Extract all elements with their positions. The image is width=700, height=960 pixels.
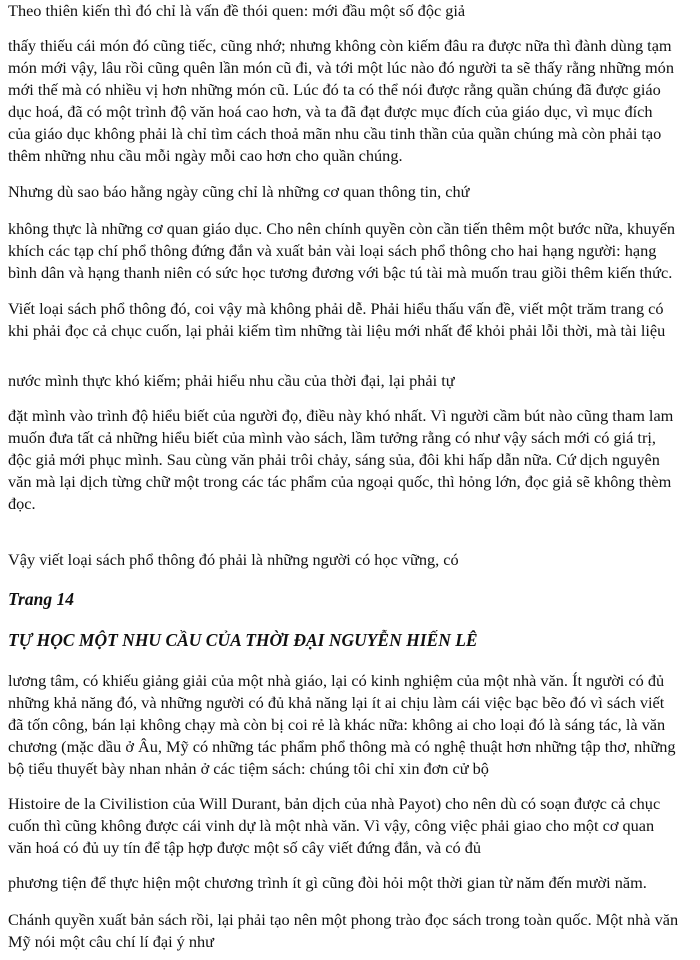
running-title-heading: TỰ HỌC MỘT NHU CẦU CỦA THỜI ĐẠI NGUYỄN HIẾN LÊ [8, 630, 478, 650]
paragraph-11: phương tiện để thực hiện một chương trình ít gì cũng đòi hỏi một thời gian từ năm đến mười năm. [8, 873, 647, 892]
paragraph-12: Chánh quyền xuất bản sách rồi, lại phải tạo nên một phong trào đọc sách trong toàn quốc. Một nhà văn Mỹ nói một câu chí lí đại ý như [8, 910, 679, 951]
paragraph-4: không thực là những cơ quan giáo dục. Cho nên chính quyền còn cần tiến thêm một bước nữa, khuyến khích các tạp chí phổ thông đứng đắn và xuất bản vài loại sách phổ thông cho hai hạng người: hạng bình dân và hạng thanh niên có sức học tương đương với bậc tú tài mà muốn trau giồi thêm kiến thức. [8, 219, 675, 282]
paragraph-10: Histoire de la Civilistion của Will Durant, bản dịch của nhà Payot) cho nên dù có soạn được cả chục cuốn thì cũng không được cái vinh dự là một nhà văn. Vì vậy, công việc phải giao cho một cơ quan văn hoá có đủ uy tín để tập hợp được một số cây viết đứng đắn, và có đủ [8, 794, 661, 857]
page-number-heading: Trang 14 [8, 589, 74, 609]
paragraph-1: Theo thiên kiến thì đó chỉ là vấn đề thói quen: mới đầu một số độc giả [8, 1, 466, 20]
paragraph-6: nước mình thực khó kiếm; phải hiểu nhu cầu của thời đại, lại phải tự [8, 371, 455, 390]
paragraph-9: lương tâm, có khiếu giảng giải của một nhà giáo, lại có kinh nghiệm của một nhà văn. Ít người có đủ những khả năng đó, và những người có đủ khả năng lại ít ai chịu làm cái việc bạc bẽo đó vì sách viết đã tốn công, bán lại không chạy mà còn bị coi rẻ là khác nữa: không ai cho loại đó là sáng tác, là văn chương (mặc dầu ở Âu, Mỹ có những tác phẩm phổ thông mà có nghệ thuật hơn những tập thơ, những bộ tiểu thuyết bày nhan nhản ở các tiệm sách: chúng tôi chỉ xin đơn cử bộ [8, 671, 676, 778]
paragraph-5: Viết loại sách phổ thông đó, coi vậy mà không phải dễ. Phải hiểu thấu vấn đề, viết một trăm trang có khi phải đọc cả chục cuốn, lại phải kiếm tìm những tài liệu mới nhất để khỏi phải lỗi thời, mà tài liệu [8, 299, 666, 340]
paragraph-7: đặt mình vào trình độ hiểu biết của người đọ, điều này khó nhất. Vì người cầm bút nào cũng tham lam muốn đưa tất cả những hiểu biết của mình vào sách, lầm tưởng rằng có như vậy sách mới có giá trị, độc giả mới phục mình. Sau cùng văn phải trôi chảy, sáng sủa, đôi khi hấp dẫn nữa. Cứ dịch nguyên văn mà lại dịch từng chữ một trong các tác phẩm của ngoại quốc, thì hỏng lớn, đọc giả sẽ không thèm đọc. [8, 406, 674, 513]
paragraph-8: Vậy viết loại sách phổ thông đó phải là những người có học vững, có [8, 550, 459, 569]
paragraph-2: thấy thiếu cái món đó cũng tiếc, cũng nhớ; nhưng không còn kiếm đâu ra được nữa thì đành dùng tạm món mới vậy, lâu rồi cũng quên lần món cũ đi, và tới một lúc nào đó người ta sẽ thấy rằng những món mới thế mà có nhiều vị hơn những món cũ. Lúc đó ta có thể nói được rằng quần chúng đã được giáo dục hoá, đã có một trình độ văn hoá cao hơn, và ta đã đạt được mục đích của giáo dục, vì mục đích của giáo dục không phải là chỉ tìm cách thoả mãn nhu cầu tinh thần của quần chúng mà còn phải tạo thêm những nhu cầu mỗi ngày mỗi cao hơn cho quần chúng. [8, 36, 674, 165]
paragraph-3: Nhưng dù sao báo hằng ngày cũng chỉ là những cơ quan thông tin, chứ [8, 182, 470, 201]
